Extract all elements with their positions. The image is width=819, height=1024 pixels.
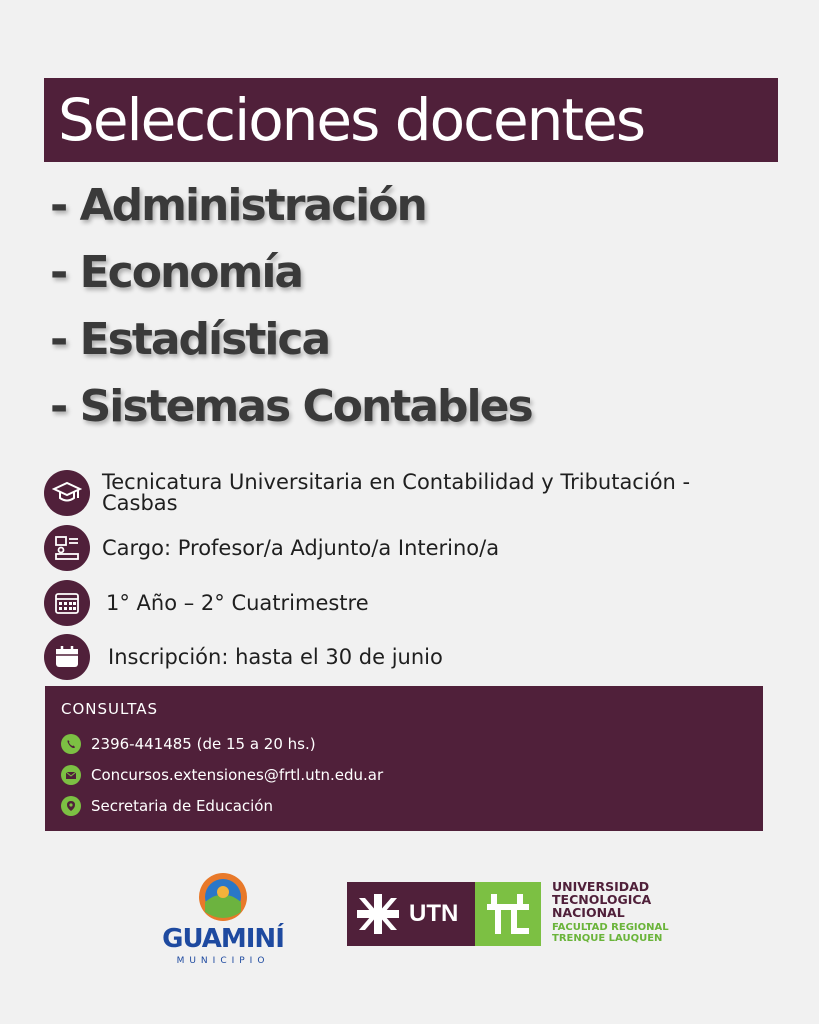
email-link[interactable]: Concursos.extensiones@frtl.utn.edu.ar xyxy=(91,765,384,784)
presentation-icon xyxy=(44,525,90,571)
whatsapp-icon xyxy=(61,734,81,754)
subject-administracion: - Administración xyxy=(50,180,426,231)
page-title: Selecciones docentes xyxy=(58,86,645,154)
guamini-sub: MUNICIPIO xyxy=(176,956,270,966)
utn-faculty-1: FACULTAD REGIONAL xyxy=(552,922,669,933)
contact-location xyxy=(61,790,763,821)
title-banner xyxy=(44,78,778,162)
utn-text xyxy=(552,880,702,944)
contact-heading: CONSULTAS xyxy=(61,700,159,718)
registration-text: Inscripción: hasta el 30 de junio xyxy=(108,644,443,669)
utn-short: UTN xyxy=(409,900,459,927)
mail-icon xyxy=(61,765,81,785)
period-text: 1° Año – 2° Cuatrimestre xyxy=(106,590,369,615)
guamini-logo xyxy=(150,872,296,972)
utn-logo-block xyxy=(347,882,475,946)
contact-email xyxy=(61,759,763,790)
utn-line-2: TECNOLOGICA xyxy=(552,892,652,907)
info-registration xyxy=(44,634,443,680)
position-text: Cargo: Profesor/a Adjunto/a Interino/a xyxy=(102,535,500,560)
subject-sistemas-contables: - Sistemas Contables xyxy=(50,381,532,432)
utn-line-1: UNIVERSIDAD xyxy=(552,879,650,894)
contact-phone xyxy=(61,728,763,759)
utn-emblem-icon xyxy=(357,894,399,934)
career-text: Tecnicatura Universitaria en Contabilidad y Tributación - Casbas xyxy=(102,470,691,515)
utn-line-3: NACIONAL xyxy=(552,905,625,920)
info-position xyxy=(44,525,499,571)
graduation-cap-icon xyxy=(44,470,90,516)
utn-tl-block xyxy=(475,882,541,946)
subject-estadistica: - Estadística xyxy=(50,314,330,365)
location-pin-icon xyxy=(61,796,81,816)
tl-monogram-icon xyxy=(487,892,529,936)
calendar-icon xyxy=(44,634,90,680)
info-period xyxy=(44,580,369,626)
calendar-grid-icon xyxy=(44,580,90,626)
info-career xyxy=(44,470,702,516)
guamini-emblem-icon xyxy=(198,872,248,926)
subject-economia: - Economía xyxy=(50,247,303,298)
contact-box xyxy=(45,686,763,831)
location-text: Secretaria de Educación xyxy=(91,796,273,815)
phone-text[interactable]: 2396-441485 (de 15 a 20 hs.) xyxy=(91,734,316,753)
utn-faculty-2: TRENQUE LAUQUEN xyxy=(552,933,663,944)
guamini-name: GUAMINÍ xyxy=(162,924,284,954)
